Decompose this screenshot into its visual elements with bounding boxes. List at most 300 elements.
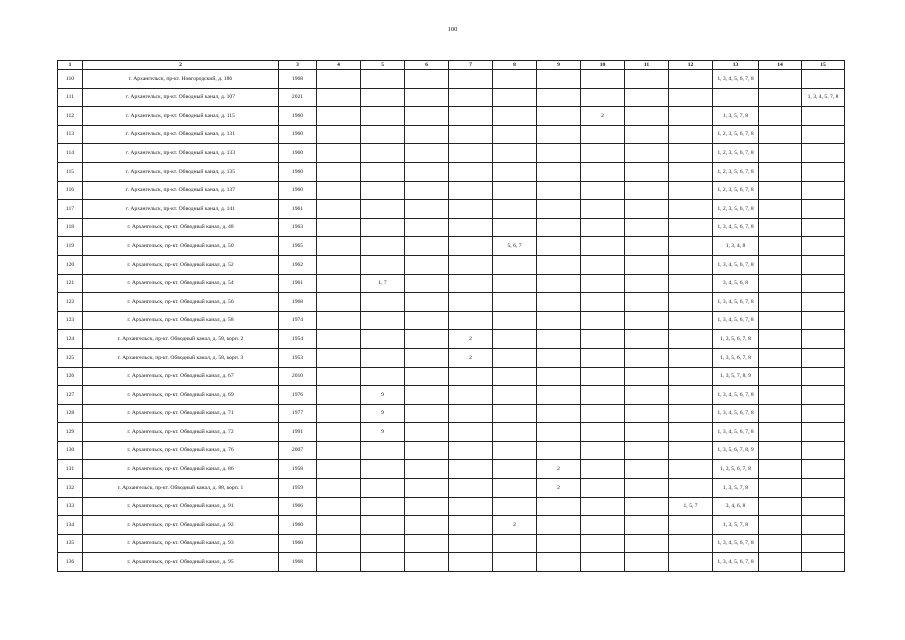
table-cell-col-5: 9 <box>361 423 405 442</box>
table-row <box>58 386 845 405</box>
table-cell-col-6 <box>405 255 449 274</box>
table-cell-col-4 <box>317 479 361 498</box>
table-cell-col-11 <box>625 237 669 256</box>
table-cell-col-4 <box>317 497 361 516</box>
table-cell-col-7: 2 <box>449 348 493 367</box>
table-cell-col-3: 1960 <box>279 534 317 553</box>
table-cell-col-12 <box>669 255 713 274</box>
table-row <box>58 162 845 181</box>
table-cell-col-3: 1960 <box>279 162 317 181</box>
table-cell-col-13: 1, 3, 4, 5, 6, 7, 8 <box>713 534 759 553</box>
table-cell-col-11 <box>625 497 669 516</box>
table-cell-col-6 <box>405 386 449 405</box>
table-cell-col-15 <box>802 162 845 181</box>
table-cell-col-9 <box>537 107 581 126</box>
table-cell-col-10 <box>581 200 625 219</box>
table-cell-col-8 <box>493 274 537 293</box>
table-cell-col-7 <box>449 497 493 516</box>
table-cell-col-1: 126 <box>58 367 83 386</box>
table-cell-col-11 <box>625 479 669 498</box>
table-cell-col-8 <box>493 497 537 516</box>
table-cell-col-2: г. Архангельск, пр-кт. Обводный канал, д. 92 <box>83 516 279 535</box>
table-cell-col-11 <box>625 125 669 144</box>
table-cell-col-11 <box>625 386 669 405</box>
table-cell-col-5 <box>361 125 405 144</box>
table-cell-col-8 <box>493 460 537 479</box>
table-cell-col-5 <box>361 200 405 219</box>
table-cell-col-8 <box>493 441 537 460</box>
table-cell-col-2: г. Архангельск, пр-кт. Обводный канал, д. 86 <box>83 460 279 479</box>
table-cell-col-4 <box>317 237 361 256</box>
table-cell-col-1: 130 <box>58 441 83 460</box>
table-cell-col-9 <box>537 516 581 535</box>
table-cell-col-11 <box>625 107 669 126</box>
table-row <box>58 70 845 89</box>
table-cell-col-7 <box>449 367 493 386</box>
table-cell-col-9 <box>537 144 581 163</box>
table-cell-col-9 <box>537 181 581 200</box>
table-cell-col-5 <box>361 311 405 330</box>
table-cell-col-1: 136 <box>58 553 83 572</box>
table-cell-col-5 <box>361 88 405 107</box>
table-cell-col-2: г. Архангельск, пр-кт. Обводный канал, д. 95 <box>83 553 279 572</box>
table-cell-col-6 <box>405 144 449 163</box>
table-cell-col-12 <box>669 386 713 405</box>
table-cell-col-6 <box>405 404 449 423</box>
table-cell-col-5 <box>361 255 405 274</box>
table-cell-col-7 <box>449 534 493 553</box>
table-cell-col-9 <box>537 404 581 423</box>
table-cell-col-13: 1, 3, 4, 5, 6, 7, 8 <box>713 70 759 89</box>
table-row <box>58 516 845 535</box>
table-cell-col-12 <box>669 479 713 498</box>
table-cell-col-15 <box>802 497 845 516</box>
table-row <box>58 460 845 479</box>
table-cell-col-13: 1, 3, 4, 5, 6, 7, 8 <box>713 255 759 274</box>
table-cell-col-14 <box>759 70 802 89</box>
table-cell-col-15 <box>802 125 845 144</box>
table-cell-col-14 <box>759 255 802 274</box>
table-cell-col-13: 1, 3, 5, 7, 8 <box>713 107 759 126</box>
table-cell-col-12 <box>669 516 713 535</box>
table-cell-col-10 <box>581 460 625 479</box>
table-cell-col-2: г. Архангельск, пр-кт. Обводный канал, д. 72 <box>83 423 279 442</box>
table-cell-col-4 <box>317 516 361 535</box>
table-cell-col-12 <box>669 441 713 460</box>
table-cell-col-7 <box>449 88 493 107</box>
table-cell-col-14 <box>759 553 802 572</box>
table-row <box>58 330 845 349</box>
column-header-12: 12 <box>669 61 713 70</box>
table-cell-col-7: 2 <box>449 330 493 349</box>
table-cell-col-4 <box>317 330 361 349</box>
column-header-14: 14 <box>759 61 802 70</box>
table-cell-col-14 <box>759 311 802 330</box>
table-cell-col-9 <box>537 200 581 219</box>
table-cell-col-2: г. Архангельск, пр-кт. Обводный канал, д. 50 <box>83 237 279 256</box>
table-cell-col-15 <box>802 404 845 423</box>
table-cell-col-6 <box>405 293 449 312</box>
table-cell-col-14 <box>759 460 802 479</box>
table-cell-col-15 <box>802 70 845 89</box>
table-cell-col-3: 1968 <box>279 553 317 572</box>
table-cell-col-8 <box>493 330 537 349</box>
table-cell-col-4 <box>317 386 361 405</box>
table-cell-col-12 <box>669 367 713 386</box>
table-cell-col-15 <box>802 460 845 479</box>
table-header <box>58 61 845 70</box>
table-cell-col-12 <box>669 88 713 107</box>
table-cell-col-9 <box>537 348 581 367</box>
table-cell-col-11 <box>625 404 669 423</box>
table-row <box>58 200 845 219</box>
table-row <box>58 218 845 237</box>
table-cell-col-7 <box>449 125 493 144</box>
table-cell-col-9 <box>537 534 581 553</box>
table-cell-col-9 <box>537 423 581 442</box>
table-cell-col-14 <box>759 404 802 423</box>
table-cell-col-13: 1, 3, 4, 5, 6, 7, 8 <box>713 404 759 423</box>
table-cell-col-8 <box>493 423 537 442</box>
table-row <box>58 255 845 274</box>
table-cell-col-8 <box>493 386 537 405</box>
table-row <box>58 348 845 367</box>
table-cell-col-9 <box>537 386 581 405</box>
table-cell-col-9 <box>537 88 581 107</box>
table-cell-col-2: г. Архангельск, пр-кт. Обводный канал, д. 48 <box>83 218 279 237</box>
table-cell-col-9 <box>537 125 581 144</box>
table-cell-col-8: 5, 6, 7 <box>493 237 537 256</box>
column-header-4: 4 <box>317 61 361 70</box>
table-cell-col-10 <box>581 255 625 274</box>
table-cell-col-1: 111 <box>58 88 83 107</box>
table-cell-col-7 <box>449 311 493 330</box>
table-cell-col-3: 1966 <box>279 497 317 516</box>
table-cell-col-11 <box>625 516 669 535</box>
table-cell-col-8 <box>493 479 537 498</box>
table-cell-col-13: 1, 3, 4, 5, 6, 7, 8 <box>713 218 759 237</box>
table-cell-col-7 <box>449 70 493 89</box>
table-cell-col-13: 3, 4, 5, 6, 8 <box>713 274 759 293</box>
table-cell-col-5 <box>361 534 405 553</box>
table-cell-col-14 <box>759 107 802 126</box>
table-cell-col-2: г. Архангельск, пр-кт. Обводный канал, д. 56 <box>83 293 279 312</box>
table-cell-col-15 <box>802 423 845 442</box>
table-cell-col-10 <box>581 386 625 405</box>
table-cell-col-15 <box>802 553 845 572</box>
table-cell-col-12 <box>669 330 713 349</box>
table-cell-col-2: г. Архангельск, пр-кт. Обводный канал, д. 91 <box>83 497 279 516</box>
table-cell-col-9 <box>537 330 581 349</box>
table-cell-col-2: г. Архангельск, пр-кт. Обводный канал, д. 137 <box>83 181 279 200</box>
table-cell-col-6 <box>405 88 449 107</box>
table-cell-col-8 <box>493 293 537 312</box>
table-cell-col-2: г. Архангельск, пр-кт. Обводный канал, д. 135 <box>83 162 279 181</box>
table-cell-col-6 <box>405 367 449 386</box>
table-cell-col-7 <box>449 293 493 312</box>
table-cell-col-10 <box>581 534 625 553</box>
table-cell-col-11 <box>625 200 669 219</box>
table-cell-col-15 <box>802 107 845 126</box>
table-cell-col-14 <box>759 497 802 516</box>
table-row <box>58 441 845 460</box>
table-row <box>58 553 845 572</box>
table-cell-col-6 <box>405 534 449 553</box>
table-cell-col-9 <box>537 367 581 386</box>
table-cell-col-9: 2 <box>537 460 581 479</box>
table-cell-col-12 <box>669 162 713 181</box>
table-cell-col-5 <box>361 348 405 367</box>
table-cell-col-6 <box>405 107 449 126</box>
table-cell-col-1: 121 <box>58 274 83 293</box>
table-cell-col-10 <box>581 348 625 367</box>
table-cell-col-2: г. Архангельск, пр-кт. Обводный канал, д. 58, корп. 2 <box>83 330 279 349</box>
table-cell-col-15 <box>802 181 845 200</box>
table-row <box>58 479 845 498</box>
table-cell-col-9: 2 <box>537 479 581 498</box>
table-row <box>58 125 845 144</box>
table-row <box>58 274 845 293</box>
column-header-6: 6 <box>405 61 449 70</box>
table-cell-col-12 <box>669 218 713 237</box>
table-cell-col-3: 1965 <box>279 237 317 256</box>
table-cell-col-2: г. Архангельск, пр-кт. Обводный канал, д. 69 <box>83 386 279 405</box>
table-cell-col-12 <box>669 404 713 423</box>
table-cell-col-14 <box>759 181 802 200</box>
table-cell-col-5 <box>361 553 405 572</box>
table-cell-col-3: 1962 <box>279 255 317 274</box>
table-cell-col-1: 128 <box>58 404 83 423</box>
table-cell-col-7 <box>449 441 493 460</box>
table-cell-col-1: 127 <box>58 386 83 405</box>
table-cell-col-4 <box>317 441 361 460</box>
table-cell-col-2: г. Архангельск, пр-кт. Обводный канал, д. 76 <box>83 441 279 460</box>
table-cell-col-14 <box>759 441 802 460</box>
table-cell-col-9 <box>537 497 581 516</box>
table-cell-col-3: 1960 <box>279 107 317 126</box>
table-cell-col-10 <box>581 497 625 516</box>
table-cell-col-7 <box>449 386 493 405</box>
table-cell-col-10 <box>581 274 625 293</box>
table-cell-col-8 <box>493 125 537 144</box>
table-cell-col-3: 2010 <box>279 367 317 386</box>
table-cell-col-5 <box>361 330 405 349</box>
table-cell-col-8 <box>493 107 537 126</box>
table-cell-col-11 <box>625 218 669 237</box>
table-cell-col-1: 110 <box>58 70 83 89</box>
table-cell-col-15 <box>802 218 845 237</box>
table-cell-col-12 <box>669 107 713 126</box>
table-cell-col-14 <box>759 423 802 442</box>
table-cell-col-7 <box>449 107 493 126</box>
table-cell-col-9 <box>537 237 581 256</box>
table-cell-col-10 <box>581 404 625 423</box>
table-cell-col-12 <box>669 553 713 572</box>
table-cell-col-12 <box>669 311 713 330</box>
table-cell-col-4 <box>317 70 361 89</box>
table-cell-col-2: г. Архангельск, пр-кт. Обводный канал, д. 88, корп. 1 <box>83 479 279 498</box>
table-cell-col-10 <box>581 441 625 460</box>
table-row <box>58 311 845 330</box>
table-cell-col-6 <box>405 497 449 516</box>
table-cell-col-14 <box>759 274 802 293</box>
table-cell-col-2: г. Архангельск, пр-кт. Обводный канал, д. 133 <box>83 144 279 163</box>
table-cell-col-15 <box>802 516 845 535</box>
table-cell-col-12 <box>669 144 713 163</box>
table-cell-col-13: 1, 3, 4, 5, 6, 7, 8 <box>713 311 759 330</box>
table-cell-col-14 <box>759 516 802 535</box>
table-cell-col-2: г. Архангельск, пр-кт. Обводный канал, д. 93 <box>83 534 279 553</box>
table-row <box>58 237 845 256</box>
table-cell-col-13: 1, 3, 4, 5, 6, 7, 8 <box>713 423 759 442</box>
table-cell-col-4 <box>317 88 361 107</box>
table-cell-col-15: 1, 3, 4, 5, 7, 8 <box>802 88 845 107</box>
table-cell-col-8 <box>493 200 537 219</box>
table-cell-col-13: 1, 3, 4, 5, 6, 7, 8 <box>713 293 759 312</box>
table-cell-col-7 <box>449 274 493 293</box>
table-cell-col-11 <box>625 255 669 274</box>
table-cell-col-4 <box>317 367 361 386</box>
table-cell-col-5: 9 <box>361 404 405 423</box>
table-cell-col-13: 1, 3, 5, 6, 7, 8, 9 <box>713 441 759 460</box>
table-cell-col-5 <box>361 107 405 126</box>
table-cell-col-13: 1, 3, 4, 5, 6, 7, 8 <box>713 386 759 405</box>
table-cell-col-6 <box>405 70 449 89</box>
table-cell-col-5 <box>361 237 405 256</box>
table-cell-col-8 <box>493 367 537 386</box>
table-cell-col-10 <box>581 479 625 498</box>
table-cell-col-13: 1, 3, 4, 5, 6, 7, 8 <box>713 553 759 572</box>
table-cell-col-5 <box>361 460 405 479</box>
table-cell-col-7 <box>449 144 493 163</box>
table-cell-col-6 <box>405 553 449 572</box>
table-cell-col-14 <box>759 162 802 181</box>
table-cell-col-7 <box>449 162 493 181</box>
table-cell-col-6 <box>405 162 449 181</box>
table-cell-col-2: г. Архангельск, пр-кт. Обводный канал, д. 107 <box>83 88 279 107</box>
table-cell-col-13: 1, 3, 4, 8 <box>713 237 759 256</box>
table-cell-col-15 <box>802 534 845 553</box>
table-cell-col-1: 119 <box>58 237 83 256</box>
table-cell-col-5 <box>361 70 405 89</box>
table-cell-col-11 <box>625 553 669 572</box>
table-cell-col-4 <box>317 311 361 330</box>
table-cell-col-8 <box>493 553 537 572</box>
table-cell-col-5 <box>361 516 405 535</box>
table-cell-col-8 <box>493 70 537 89</box>
table-cell-col-2: г. Архангельск, пр-кт. Обводный канал, д. 58, корп. 3 <box>83 348 279 367</box>
table-cell-col-12 <box>669 237 713 256</box>
table-cell-col-15 <box>802 293 845 312</box>
table-cell-col-13: 1, 3, 5, 7, 8 <box>713 516 759 535</box>
table-cell-col-1: 131 <box>58 460 83 479</box>
table-cell-col-11 <box>625 441 669 460</box>
table-cell-col-13: 1, 3, 5, 7, 8 <box>713 479 759 498</box>
table-cell-col-14 <box>759 348 802 367</box>
table-cell-col-13: 1, 2, 3, 5, 6, 7, 8 <box>713 125 759 144</box>
table-cell-col-5 <box>361 162 405 181</box>
column-header-3: 3 <box>279 61 317 70</box>
table-cell-col-1: 134 <box>58 516 83 535</box>
table-cell-col-2: г. Архангельск, пр-кт. Обводный канал, д. 71 <box>83 404 279 423</box>
column-header-1: 1 <box>58 61 83 70</box>
table-cell-col-1: 125 <box>58 348 83 367</box>
table-cell-col-7 <box>449 255 493 274</box>
table-cell-col-7 <box>449 423 493 442</box>
table-cell-col-11 <box>625 70 669 89</box>
table-row <box>58 534 845 553</box>
table-row <box>58 88 845 107</box>
column-header-7: 7 <box>449 61 493 70</box>
table-cell-col-5 <box>361 441 405 460</box>
table-cell-col-10 <box>581 553 625 572</box>
table-cell-col-15 <box>802 330 845 349</box>
table-cell-col-1: 117 <box>58 200 83 219</box>
table-cell-col-14 <box>759 386 802 405</box>
table-cell-col-10 <box>581 162 625 181</box>
column-header-11: 11 <box>625 61 669 70</box>
table-cell-col-6 <box>405 441 449 460</box>
table-cell-col-4 <box>317 107 361 126</box>
table-cell-col-3: 1961 <box>279 200 317 219</box>
table-cell-col-11 <box>625 460 669 479</box>
table-row <box>58 497 845 516</box>
table-cell-col-14 <box>759 367 802 386</box>
table-cell-col-2: г. Архангельск, пр-кт. Обводный канал, д. 131 <box>83 125 279 144</box>
table-cell-col-15 <box>802 255 845 274</box>
table-cell-col-12 <box>669 293 713 312</box>
table-cell-col-10 <box>581 330 625 349</box>
table-cell-col-3: 1954 <box>279 330 317 349</box>
table-cell-col-8: 2 <box>493 516 537 535</box>
table-cell-col-7 <box>449 479 493 498</box>
table-cell-col-1: 116 <box>58 181 83 200</box>
table-cell-col-12 <box>669 423 713 442</box>
table-cell-col-6 <box>405 237 449 256</box>
table-cell-col-1: 123 <box>58 311 83 330</box>
table-cell-col-13 <box>713 88 759 107</box>
table-cell-col-4 <box>317 255 361 274</box>
table-cell-col-8 <box>493 255 537 274</box>
table-cell-col-10 <box>581 70 625 89</box>
table-cell-col-3: 1960 <box>279 516 317 535</box>
table-cell-col-2: г. Архангельск, пр-кт. Новгородский, д. 186 <box>83 70 279 89</box>
table-cell-col-14 <box>759 88 802 107</box>
table-cell-col-5 <box>361 218 405 237</box>
table-cell-col-13: 1, 2, 3, 5, 6, 7, 8 <box>713 162 759 181</box>
table-row <box>58 404 845 423</box>
table-cell-col-3: 1963 <box>279 218 317 237</box>
table-cell-col-11 <box>625 144 669 163</box>
table-cell-col-4 <box>317 274 361 293</box>
table-cell-col-15 <box>802 367 845 386</box>
table-cell-col-1: 120 <box>58 255 83 274</box>
table-cell-col-7 <box>449 460 493 479</box>
table-cell-col-6 <box>405 460 449 479</box>
table-cell-col-6 <box>405 479 449 498</box>
column-header-5: 5 <box>361 61 405 70</box>
table-cell-col-14 <box>759 330 802 349</box>
table-cell-col-13: 1, 3, 5, 6, 7, 8 <box>713 460 759 479</box>
table-cell-col-10 <box>581 423 625 442</box>
column-header-15: 15 <box>802 61 845 70</box>
column-header-9: 9 <box>537 61 581 70</box>
table-cell-col-14 <box>759 144 802 163</box>
table-cell-col-15 <box>802 144 845 163</box>
table-cell-col-4 <box>317 348 361 367</box>
table-cell-col-9 <box>537 70 581 89</box>
table-cell-col-13: 1, 2, 3, 5, 6, 7, 8 <box>713 144 759 163</box>
